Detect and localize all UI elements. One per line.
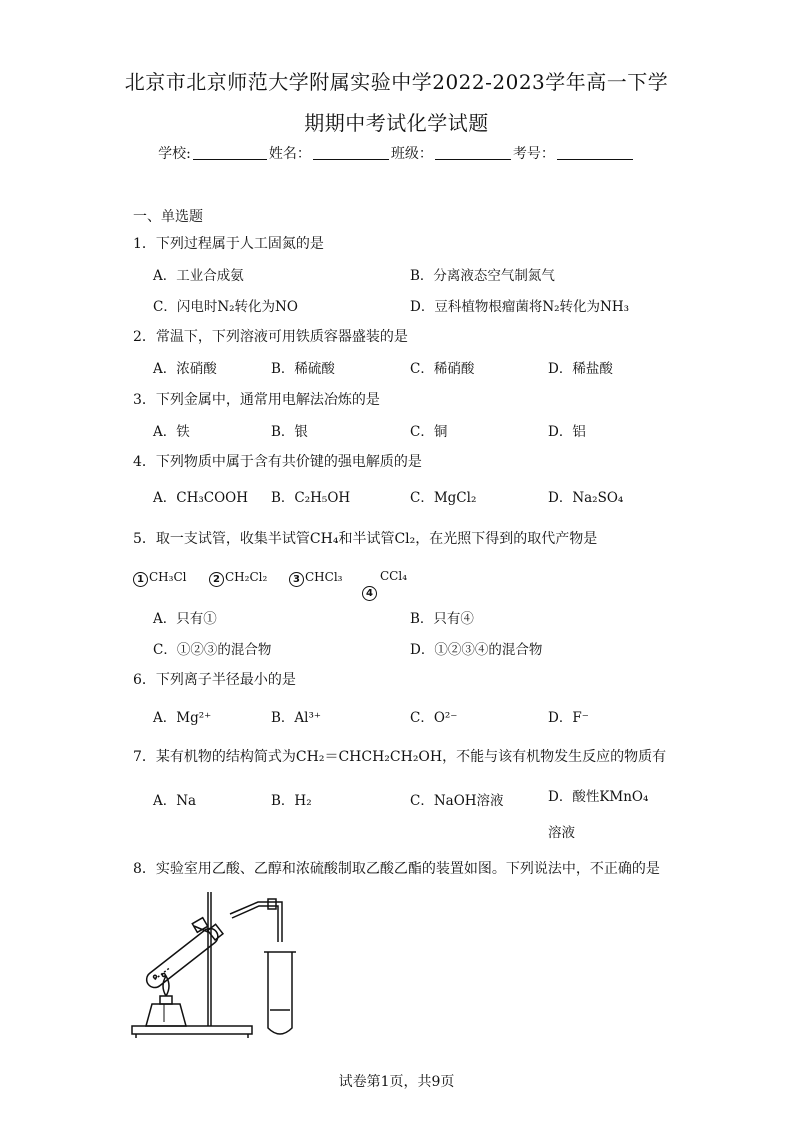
school-blank[interactable] [193, 145, 267, 160]
q7-option-c[interactable]: C．NaOH溶液 [410, 793, 504, 809]
name-label: 姓名： [268, 146, 311, 162]
question-2-stem: 2．常温下，下列溶液可用铁质容器盛装的是 [133, 329, 408, 345]
q5-option-c[interactable]: C．①②③的混合物 [153, 642, 272, 658]
q5-substance-2: 2 CH₂Cl₂ [209, 570, 267, 587]
alcohol-lamp [146, 1004, 186, 1026]
question-7-stem: 7．某有机物的结构简式为CH₂＝CHCH₂CH₂OH，不能与该有机物发生反应的物质有 [133, 749, 667, 765]
section-title: 一、单选题 [133, 209, 203, 225]
q1-option-d[interactable]: D．豆科植物根瘤菌将N₂转化为NH₃ [410, 299, 630, 315]
q5-substance-4: CCl₄ [380, 569, 408, 583]
q3-option-d[interactable]: D．铝 [548, 424, 586, 440]
q5-option-b[interactable]: B．只有④ [410, 611, 474, 627]
question-4-stem: 4．下列物质中属于含有共价键的强电解质的是 [133, 454, 422, 470]
exam-title-line1: 北京市北京师范大学附属实验中学2022-2023学年高一下学 [124, 70, 669, 94]
receiving-test-tube [268, 952, 292, 1034]
circled-four: 4 [362, 586, 377, 601]
q6-option-b[interactable]: B．Al³⁺ [271, 710, 322, 726]
lamp-flame [163, 976, 169, 996]
q1-option-b[interactable]: B．分离液态空气制氮气 [410, 268, 555, 284]
q3-option-c[interactable]: C．铜 [410, 424, 448, 440]
question-5-stem: 5．取一支试管，收集半试管CH₄和半试管Cl₂，在光照下得到的取代产物是 [133, 531, 598, 547]
q2-option-d[interactable]: D．稀盐酸 [548, 361, 613, 377]
class-label: 班级： [390, 146, 433, 162]
q7-option-d[interactable]: D．酸性KMnO₄溶液 [548, 789, 649, 841]
number-label: 考号： [512, 146, 555, 162]
q5-substance-3: 3 CHCl₃ [289, 570, 342, 587]
q5-substance-4-marker [362, 584, 378, 601]
q5-option-d[interactable]: D．①②③④的混合物 [410, 642, 543, 658]
q5-substance-1: 1 CH₃Cl [133, 570, 186, 587]
reaction-test-tube [143, 923, 224, 991]
q3-option-a[interactable]: A．铁 [153, 424, 190, 440]
page-footer: 试卷第1页，共9页 [338, 1074, 455, 1090]
school-label: 学校: [158, 146, 191, 162]
circled-two: 2 [209, 572, 224, 587]
q5-option-a[interactable]: A．只有① [153, 611, 217, 627]
name-blank[interactable] [313, 145, 389, 160]
question-1-stem: 1．下列过程属于人工固氮的是 [133, 236, 324, 252]
class-blank[interactable] [435, 145, 511, 160]
q3-option-b[interactable]: B．银 [271, 424, 308, 440]
q1-option-a[interactable]: A．工业合成氨 [153, 268, 244, 284]
q4-option-c[interactable]: C．MgCl₂ [410, 490, 477, 506]
q2-option-a[interactable]: A．浓硝酸 [153, 361, 217, 377]
stand-base [132, 1026, 252, 1034]
exam-title-line2: 期期中考试化学试题 [304, 111, 489, 135]
circled-three: 3 [289, 572, 304, 587]
q4-option-d[interactable]: D．Na₂SO₄ [548, 490, 624, 506]
q2-option-c[interactable]: C．稀硝酸 [410, 361, 475, 377]
esterification-apparatus-figure [128, 882, 308, 1042]
q2-option-b[interactable]: B．稀硫酸 [271, 361, 335, 377]
q7-option-a[interactable]: A．Na [153, 793, 197, 809]
student-info-line [0, 143, 793, 163]
circled-one: 1 [133, 572, 148, 587]
question-8-stem: 8．实验室用乙酸、乙醇和浓硫酸制取乙酸乙酯的装置如图。下列说法中，不正确的是 [133, 861, 660, 877]
question-3-stem: 3．下列金属中，通常用电解法冶炼的是 [133, 392, 380, 408]
q6-option-d[interactable]: D．F⁻ [548, 710, 589, 726]
q4-option-a[interactable]: A．CH₃COOH [153, 490, 249, 506]
number-blank[interactable] [557, 145, 633, 160]
q4-option-b[interactable]: B．C₂H₅OH [271, 490, 351, 506]
q7-option-b[interactable]: B．H₂ [271, 793, 312, 809]
q6-option-c[interactable]: C．O²⁻ [410, 710, 458, 726]
q1-option-c[interactable]: C．闪电时N₂转化为NO [153, 299, 298, 315]
question-6-stem: 6．下列离子半径最小的是 [133, 672, 296, 688]
q6-option-a[interactable]: A．Mg²⁺ [153, 710, 212, 726]
